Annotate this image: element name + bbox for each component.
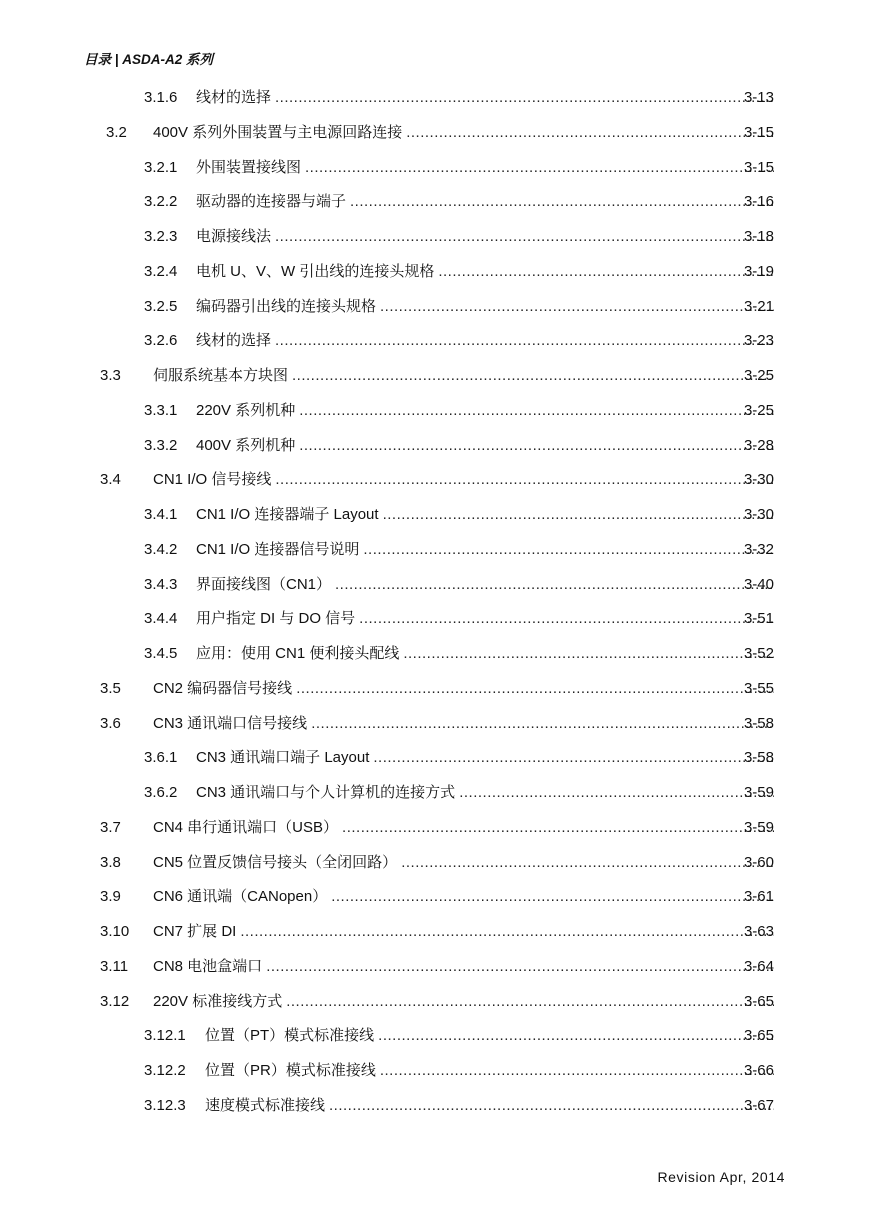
toc-entry-number: 3.2.3 [144,228,178,245]
toc-leader-dots [363,537,774,563]
toc-entry[interactable] [0,224,869,259]
toc-entry-number: 3.12.1 [144,1027,186,1045]
toc-entry[interactable] [0,989,869,1024]
toc-entry-title: CN5 位置反馈信号接头（全闭回路） [153,853,398,871]
toc-leader-dots [275,467,774,493]
toc-entry[interactable] [0,120,869,155]
table-of-contents [0,85,869,1128]
toc-entry[interactable] [0,1023,869,1058]
toc-entry-page: 3-19 [743,262,774,280]
toc-entry[interactable] [0,884,869,919]
toc-entry[interactable] [0,294,869,329]
toc-entry-number: 3.7 [100,818,121,836]
toc-entry-number: 3.12.3 [144,1096,186,1114]
toc-entry-page: 3-32 [743,540,774,558]
toc-entry[interactable] [0,502,869,537]
toc-leader-dots [305,155,774,181]
toc-entry-number: 3.5 [100,679,121,697]
toc-leader-dots [266,954,774,980]
toc-entry-title: 外围装置接线图 [196,158,302,176]
toc-entry-page: 3-21 [743,297,774,315]
toc-entry-page: 3-30 [743,471,774,489]
toc-leader-dots [311,711,774,737]
toc-entry-title: 位置（PR）模式标准接线 [205,1062,376,1079]
toc-entry-number: 3.6 [100,714,121,732]
toc-entry-title: 驱动器的连接器与端子 [196,193,347,211]
toc-entry[interactable] [0,328,869,363]
toc-entry-page: 3-52 [743,645,774,662]
toc-entry-title: 220V 标准接线方式 [153,992,283,1010]
toc-leader-dots [292,363,774,389]
toc-entry-page: 3-51 [743,610,774,628]
toc-entry-page: 3-25 [743,367,774,384]
toc-entry-title: CN3 通讯端口与个人计算机的连接方式 [196,784,456,801]
toc-entry-number: 3.3.1 [144,401,178,419]
toc-entry-title: 线材的选择 [196,332,272,350]
toc-entry-page: 3-40 [743,575,774,593]
toc-entry-title: CN4 串行通讯端口（USB） [153,818,339,836]
toc-entry[interactable] [0,433,869,468]
toc-entry-title: CN7 扩展 DI [153,923,237,940]
toc-entry-number: 3.4.4 [144,610,178,628]
toc-leader-dots [296,676,774,702]
toc-leader-dots [275,328,774,354]
toc-entry[interactable] [0,85,869,120]
toc-leader-dots [286,989,774,1015]
toc-entry-title: 400V 系列外围装置与主电源回路连接 [153,123,403,141]
toc-entry-title: CN1 I/O 连接器信号说明 [196,540,360,558]
toc-entry-page: 3-16 [743,193,774,211]
toc-entry-number: 3.12 [100,992,130,1010]
toc-leader-dots [299,398,774,424]
toc-entry[interactable] [0,259,869,294]
toc-entry-page: 3-64 [743,957,774,975]
toc-entry-title: CN8 电池盒端口 [153,957,263,975]
toc-entry-number: 3.4.3 [144,575,178,593]
toc-entry-number: 3.6.2 [144,784,178,801]
toc-entry-number: 3.2 [106,123,127,141]
toc-entry[interactable] [0,711,869,746]
toc-entry-page: 3-67 [743,1096,774,1114]
toc-entry[interactable] [0,745,869,780]
toc-entry-title: 伺服系统基本方块图 [153,367,289,384]
toc-entry[interactable] [0,606,869,641]
toc-entry[interactable] [0,954,869,989]
revision-footer: Revision Apr, 2014 [657,1169,785,1185]
toc-entry-number: 3.10 [100,923,130,940]
toc-entry-title: 用户指定 DI 与 DO 信号 [196,610,356,628]
toc-entry-title: 220V 系列机种 [196,401,296,419]
toc-entry[interactable] [0,155,869,190]
toc-entry[interactable] [0,398,869,433]
toc-leader-dots [331,884,774,910]
toc-entry-number: 3.2.2 [144,193,178,211]
toc-entry-page: 3-13 [743,89,774,106]
toc-entry-title: 界面接线图（CN1） [196,575,332,593]
toc-entry-number: 3.8 [100,853,121,871]
toc-entry-title: 速度模式标准接线 [205,1096,326,1114]
toc-entry-title: CN3 通讯端口信号接线 [153,714,308,732]
toc-entry-title: CN2 编码器信号接线 [153,679,293,697]
toc-entry-page: 3-59 [743,784,774,801]
toc-entry[interactable] [0,363,869,398]
toc-entry[interactable] [0,780,869,815]
toc-leader-dots [240,919,774,945]
toc-entry-number: 3.4.2 [144,540,178,558]
toc-entry-page: 3-60 [743,853,774,871]
toc-entry-page: 3-30 [743,506,774,523]
toc-entry-title: CN6 通讯端（CANopen） [153,888,328,906]
toc-entry-title: CN1 I/O 信号接线 [153,471,272,489]
toc-entry-number: 3.11 [100,957,129,975]
toc-leader-dots [335,572,774,598]
toc-entry-number: 3.9 [100,888,121,906]
toc-leader-dots [350,189,774,215]
toc-entry-title: 编码器引出线的连接头规格 [196,297,377,315]
toc-entry-title: 电源接线法 [196,228,272,245]
toc-entry-page: 3-59 [743,818,774,836]
toc-entry-number: 3.2.5 [144,297,178,315]
toc-entry-page: 3-15 [743,158,774,176]
toc-entry-number: 3.12.2 [144,1062,186,1079]
toc-entry-page: 3-25 [743,401,774,419]
toc-entry-page: 3-28 [743,436,774,454]
toc-leader-dots [299,433,774,459]
toc-entry-number: 3.2.4 [144,262,178,280]
toc-entry[interactable] [0,850,869,885]
toc-entry-page: 3-15 [743,123,774,141]
toc-leader-dots [275,224,774,250]
toc-entry-page: 3-18 [743,228,774,245]
toc-entry[interactable] [0,189,869,224]
toc-entry-number: 3.3 [100,367,121,384]
toc-entry-number: 3.3.2 [144,436,178,454]
toc-entry-page: 3-66 [743,1062,774,1079]
toc-entry-page: 3-61 [743,888,774,906]
toc-entry[interactable] [0,572,869,607]
toc-entry-page: 3-58 [743,714,774,732]
toc-entry-page: 3-65 [743,1027,774,1045]
toc-entry-title: 400V 系列机种 [196,436,296,454]
toc-leader-dots [359,606,774,632]
toc-entry[interactable] [0,641,869,676]
toc-entry[interactable] [0,1093,869,1128]
toc-entry-title: 线材的选择 [196,89,272,106]
toc-entry-number: 3.6.1 [144,749,178,767]
toc-entry[interactable] [0,815,869,850]
toc-entry-number: 3.4.5 [144,645,178,662]
toc-entry-title: CN3 通讯端口端子 Layout [196,749,370,767]
toc-entry-title: 位置（PT）模式标准接线 [205,1027,375,1045]
toc-leader-dots [275,85,774,111]
toc-entry[interactable] [0,537,869,572]
toc-leader-dots [329,1093,774,1119]
toc-entry[interactable] [0,467,869,502]
toc-entry-number: 3.2.1 [144,158,178,176]
toc-entry-number: 3.4 [100,471,121,489]
toc-entry[interactable] [0,1058,869,1093]
toc-entry-title: 应用：使用 CN1 便利接头配线 [196,645,400,662]
toc-entry-number: 3.2.6 [144,332,178,350]
toc-entry-number: 3.1.6 [144,89,178,106]
toc-entry[interactable] [0,919,869,954]
toc-entry-page: 3-55 [743,679,774,697]
toc-leader-dots [342,815,774,841]
toc-entry-page: 3-23 [743,332,774,350]
running-header: 目录 | ASDA-A2 系列 [84,52,214,67]
toc-entry[interactable] [0,676,869,711]
toc-entry-page: 3-58 [743,749,774,767]
toc-entry-number: 3.4.1 [144,506,178,523]
toc-entry-page: 3-63 [743,923,774,940]
toc-entry-title: CN1 I/O 连接器端子 Layout [196,506,379,523]
toc-entry-title: 电机 U、V、W 引出线的连接头规格 [196,262,435,280]
toc-entry-page: 3-65 [743,992,774,1010]
